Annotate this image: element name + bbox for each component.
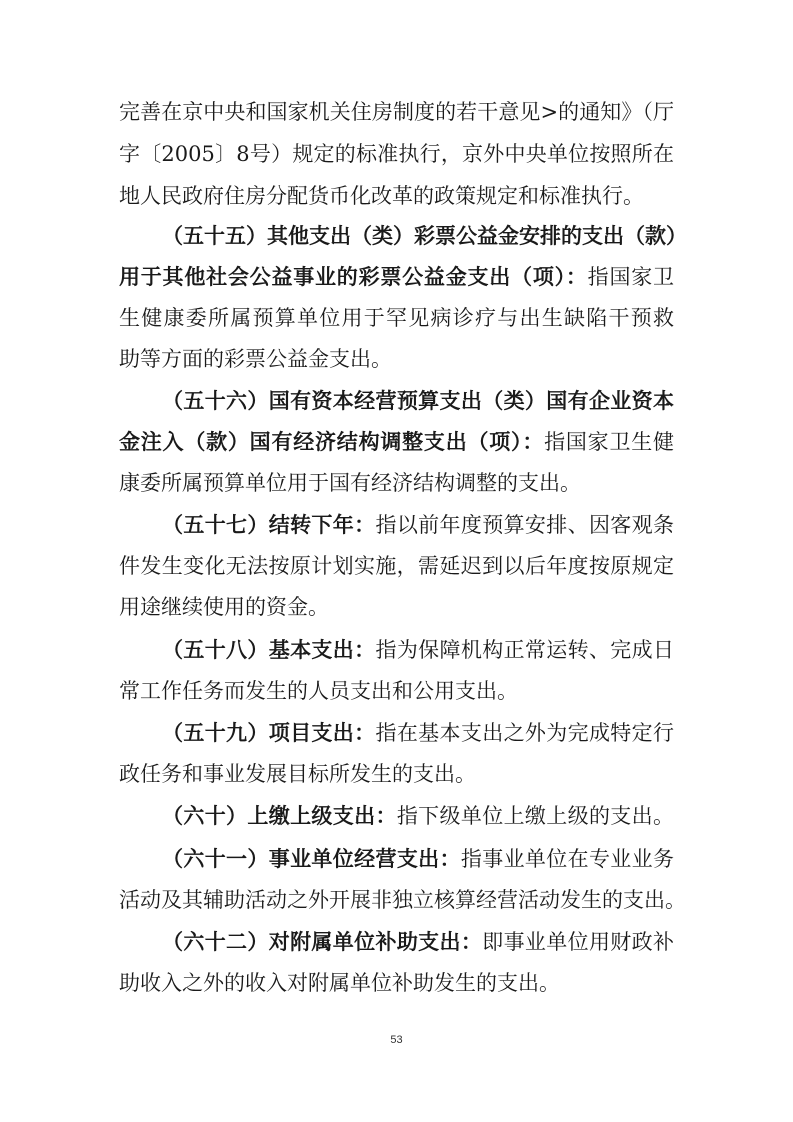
item-heading: 金注入（款）国有经济结构调整支出（项）： bbox=[119, 430, 545, 454]
item-heading: （五十六）国有资本经营预算支出（类）国有企业资本 bbox=[162, 389, 674, 413]
item-heading: 用于其他社会公益事业的彩票公益金支出（项）： bbox=[119, 265, 588, 289]
page-number: 53 bbox=[390, 1034, 403, 1046]
item-heading: （六十二）对附属单位补助支出： bbox=[162, 930, 483, 954]
item-heading: （五十七）结转下年： bbox=[162, 513, 376, 537]
item-heading: （五十九）项目支出： bbox=[162, 721, 376, 745]
item-heading: （六十）上缴上级支出： bbox=[162, 804, 397, 828]
item-heading: （五十八）基本支出： bbox=[162, 638, 376, 662]
document-page: 完善在京中央和国家机关住房制度的若干意见>的通知》（厅 字〔2005〕8号）规定的标准执行，京外中央单位按照所在 地人民政府住房分配货币化改革的政策规定和标准执行。 （五十五）其他支出（类）彩票公益金安排的支出（款） 用于其他社会公益事业的彩票公益金支出（项）：指国家卫 生健康委所属预算单位用于罕见病诊疗与出生缺陷干预救 助等方面的彩票公益金支出。 （五十六）国有资本经营预算支出（类）国有企业资本 金注入（款）国有经济结构调整支出（项）：指国家卫生健 康委所属预算单位用于国有经济结构调整的支出。 （五十七）结转下年：指以前年度预算安排、因客观条 件发生变化无法按原计划实施，需延迟到以后年度按原规定 用途继续使用的资金。 （五十八）基本支出：指为保障机构正常运转、完成日 常工作任务而发生的人员支出和公用支出。 （五十九）项目支出：指在基本支出之外为完成特定行 政任务和事业发展目标所发生的支出。 （六十）上缴上级支出：指下级单位上缴上级的支出。 （六十一）事业单位经营支出：指事业单位在专业业务 活动及其辅助活动之外开展非独立核算经营活动发生的支出。 （六十二）对附属单位补助支出：即事业单位用财政补 助收入之外的收入对附属单位补助发生的支出。 53 bbox=[0, 0, 793, 1122]
item-heading: （六十一）事业单位经营支出： bbox=[162, 847, 461, 871]
item-heading: （五十五）其他支出（类）彩票公益金安排的支出（款） bbox=[162, 224, 687, 248]
